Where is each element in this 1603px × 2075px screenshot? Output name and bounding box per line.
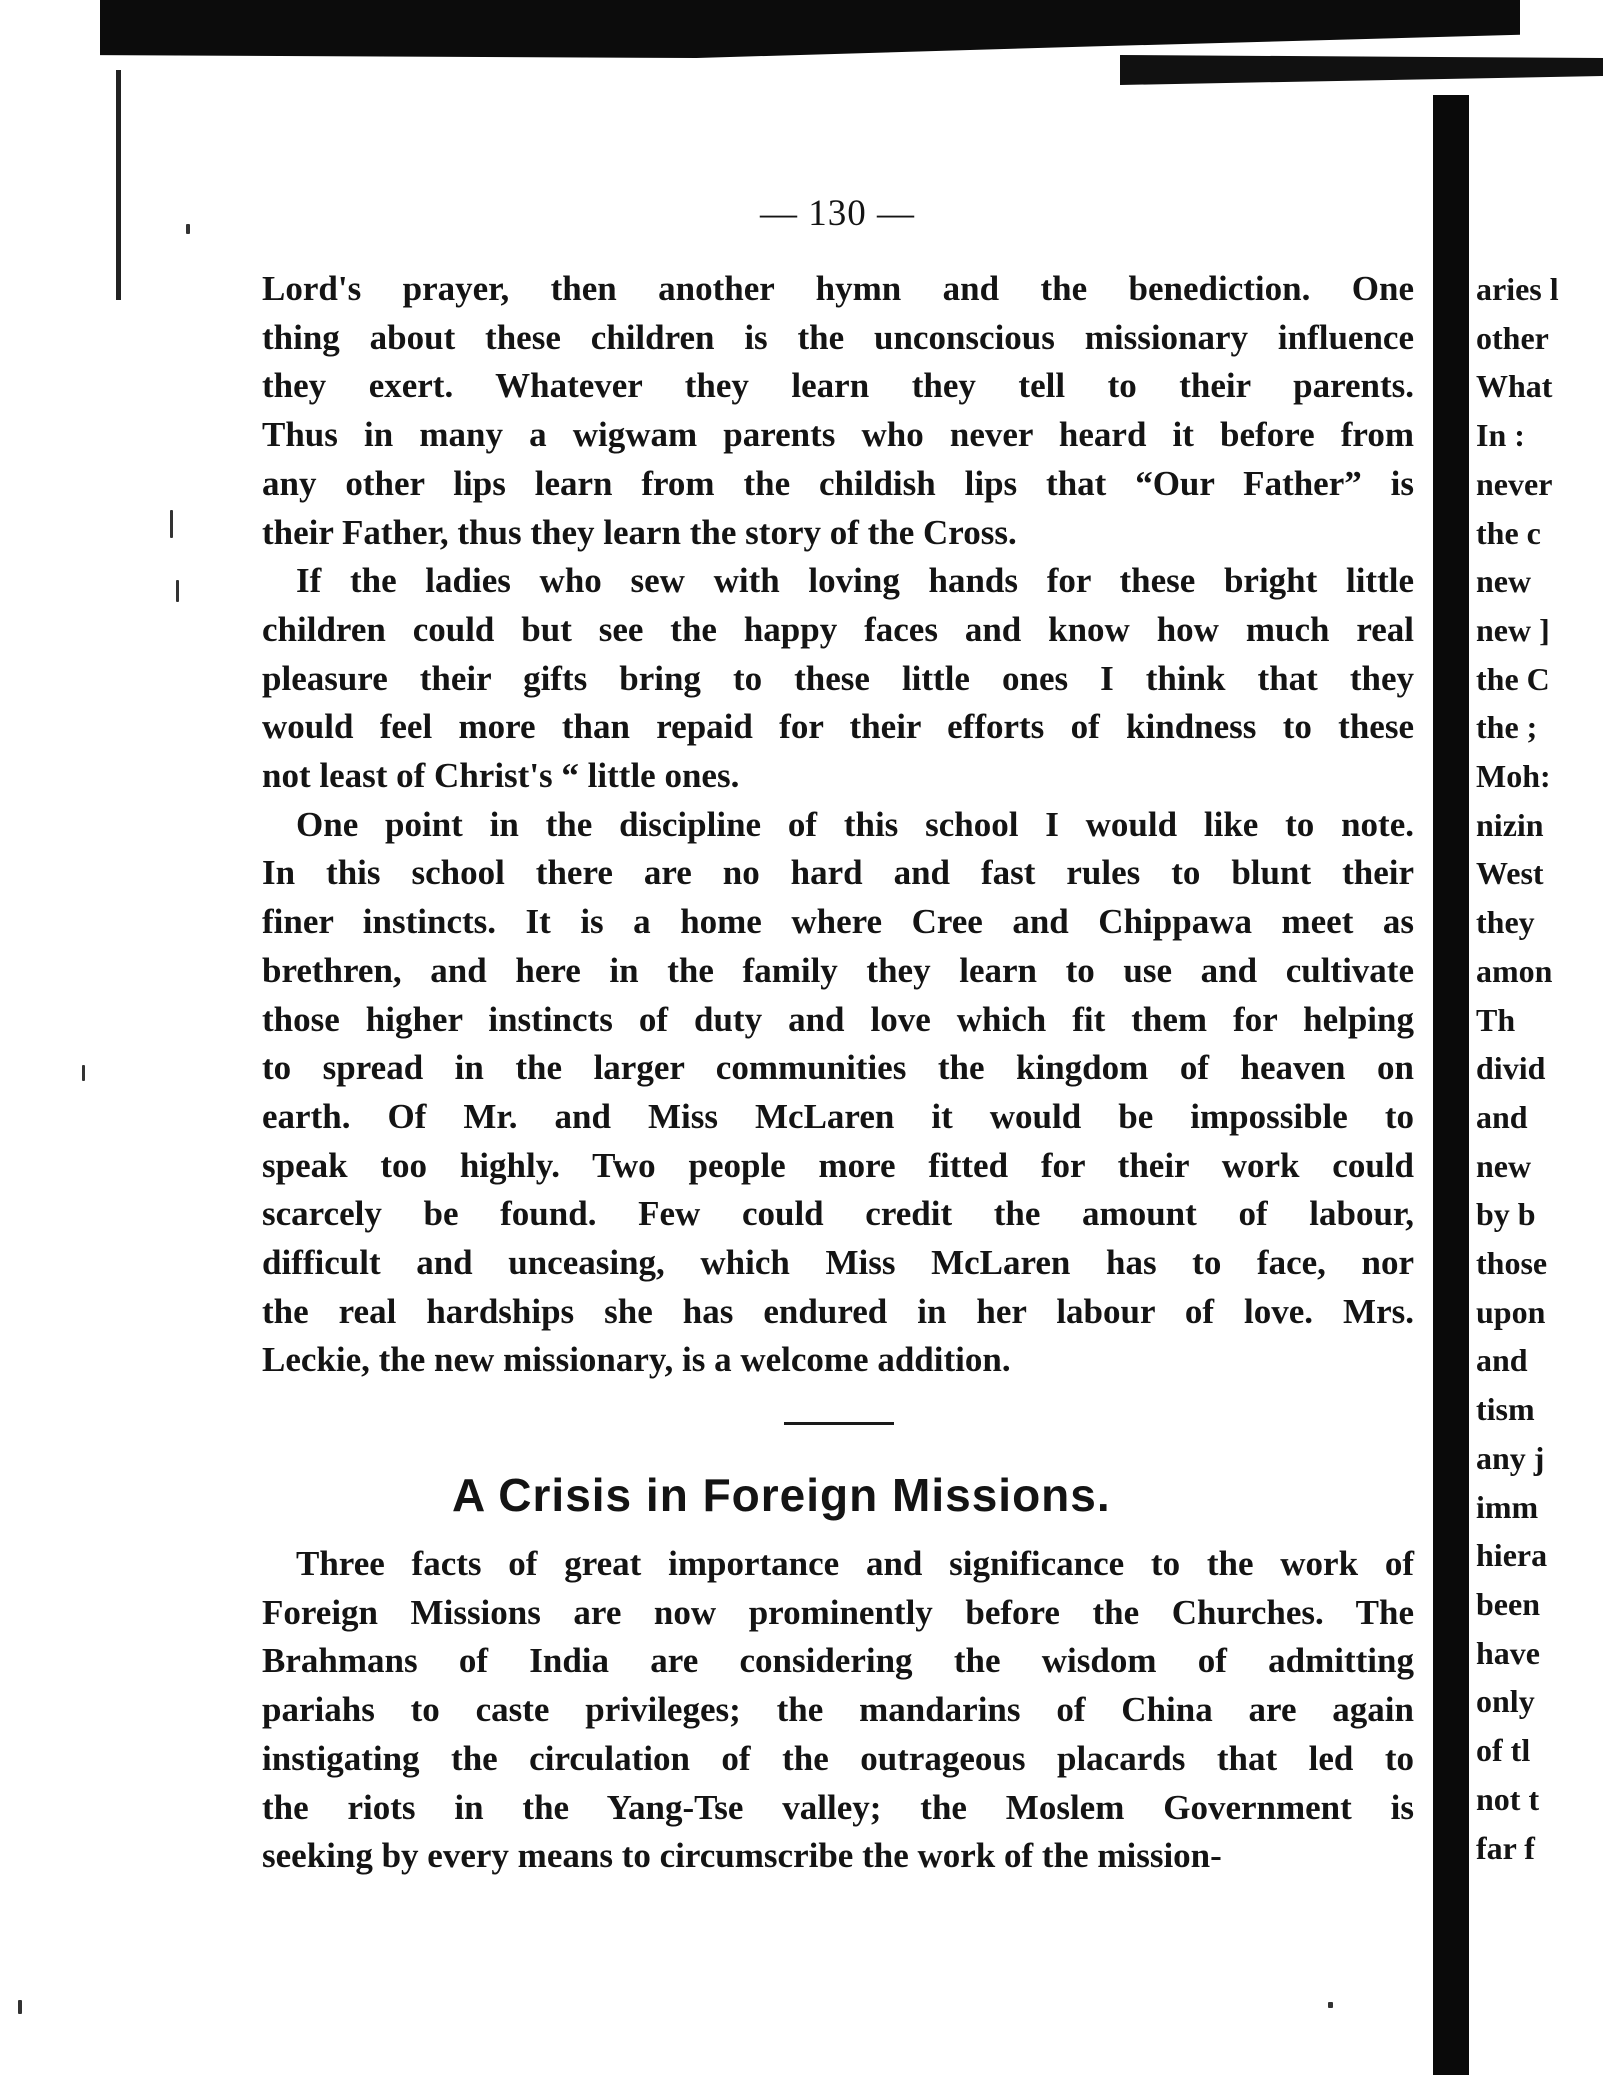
text-line: One point in the discipline of this school I would like to note. [296,804,1414,844]
fragment-line: Th [1476,1001,1516,1038]
text-line: scarcely be found. Few could credit the amount of labour, [262,1194,1414,1234]
fragment-line: been [1476,1585,1540,1622]
fragment-line: West [1476,855,1544,892]
text-line: pariahs to caste privileges; the mandarins of China are again [262,1690,1414,1730]
text-line: they exert. Whatever they learn they tell to their parents. [262,366,1414,406]
fragment-line: What [1476,368,1553,405]
text-line: instigating the circulation of the outrageous placards that led to [262,1738,1414,1778]
scan-speck [176,580,179,602]
fragment-line: have [1476,1634,1540,1671]
text-line: their Father, thus they learn the story of the Cross. [262,512,1017,552]
fragment-line: new [1476,1147,1532,1184]
book-gutter-shadow [1433,95,1469,2075]
scan-speck [186,224,190,234]
fragment-line: they [1476,904,1535,941]
fragment-line: never [1476,465,1553,502]
fragment-line: by b [1476,1196,1536,1233]
fragment-line: the ; [1476,709,1538,746]
fragment-line: new ] [1476,611,1550,648]
text-line: children could but see the happy faces and know how much real [262,609,1414,649]
text-line: thing about these children is the unconscious missionary influence [262,317,1414,357]
body-text [262,265,1414,1385]
fragment-line: not t [1476,1780,1540,1817]
scan-speck [1328,2002,1333,2008]
text-line: would feel more than repaid for their efforts of kindness to these [262,707,1414,747]
text-line: Lord's prayer, then another hymn and the benediction. One [262,269,1414,308]
text-line: the real hardships she has endured in her labour of love. Mrs. [262,1291,1414,1331]
fragment-line: of tl [1476,1732,1531,1769]
fragment-line: amon [1476,952,1553,989]
article-heading: A Crisis in Foreign Missions. [452,1469,1111,1521]
text-line: not least of Christ's “ little ones. [262,756,740,796]
text-line: seeking by every means to circumscribe the work of the mission- [262,1836,1222,1876]
fragment-line: those [1476,1245,1548,1282]
fragment-line: only [1476,1683,1535,1720]
fragment-line: and [1476,1342,1528,1379]
scan-top-shadow [100,0,1520,58]
text-line: Foreign Missions are now prominently before the Churches. The [262,1592,1414,1632]
article-body [262,1540,1414,1881]
text-line: to spread in the larger communities the kingdom of heaven on [262,1048,1414,1088]
text-line: If the ladies who sew with loving hands for these bright little [296,561,1414,601]
fragment-line: upon [1476,1293,1546,1330]
fragment-line: imm [1476,1488,1539,1525]
fragment-line: new [1476,563,1532,600]
fragment-line: nizin [1476,806,1544,843]
fragment-line: In : [1476,417,1525,454]
page-number: — 130 — [760,193,915,234]
fragment-line: any j [1476,1439,1545,1476]
text-line: Thus in many a wigwam parents who never heard it before from [262,415,1414,455]
fragment-line: the C [1476,660,1550,697]
text-line: pleasure their gifts bring to these little ones I think that they [262,658,1414,698]
fragment-line: divid [1476,1050,1546,1087]
scan-top-shadow-right [1120,55,1603,85]
text-line: Leckie, the new missionary, is a welcome addition. [262,1340,1011,1380]
text-line: earth. Of Mr. and Miss McLaren it would be impossible to [262,1096,1414,1136]
text-line: finer instincts. It is a home where Cree and Chippawa meet as [262,902,1414,942]
fragment-line: tism [1476,1391,1535,1428]
text-line: difficult and unceasing, which Miss McLaren has to face, nor [262,1243,1414,1283]
fragment-line: and [1476,1098,1528,1135]
text-line: Brahmans of India are considering the wisdom of admitting [262,1641,1414,1681]
fragment-line: aries l [1476,271,1559,307]
fragment-line: far f [1476,1829,1535,1866]
scan-speck [82,1065,85,1081]
fragment-line: the c [1476,514,1541,551]
text-line: any other lips learn from the childish lips that “Our Father” is [262,463,1414,503]
fragment-line: Moh: [1476,758,1551,795]
scan-speck [18,2000,22,2014]
text-line: brethren, and here in the family they learn to use and cultivate [262,950,1414,990]
text-line: Three facts of great importance and significance to the work of [296,1544,1414,1583]
text-line: the riots in the Yang-Tse valley; the Moslem Government is [262,1787,1414,1827]
section-separator-rule [784,1422,894,1425]
fragment-line: other [1476,319,1549,356]
text-line: those higher instincts of duty and love which fit them for helping [262,999,1414,1039]
fragment-line: hiera [1476,1537,1548,1574]
text-line: speak too highly. Two people more fitted for their work could [262,1145,1414,1185]
scan-speck [170,510,173,538]
facing-page-fragment [1476,265,1603,1872]
text-line: In this school there are no hard and fast rules to blunt their [262,853,1414,893]
scan-left-edge [116,70,121,300]
